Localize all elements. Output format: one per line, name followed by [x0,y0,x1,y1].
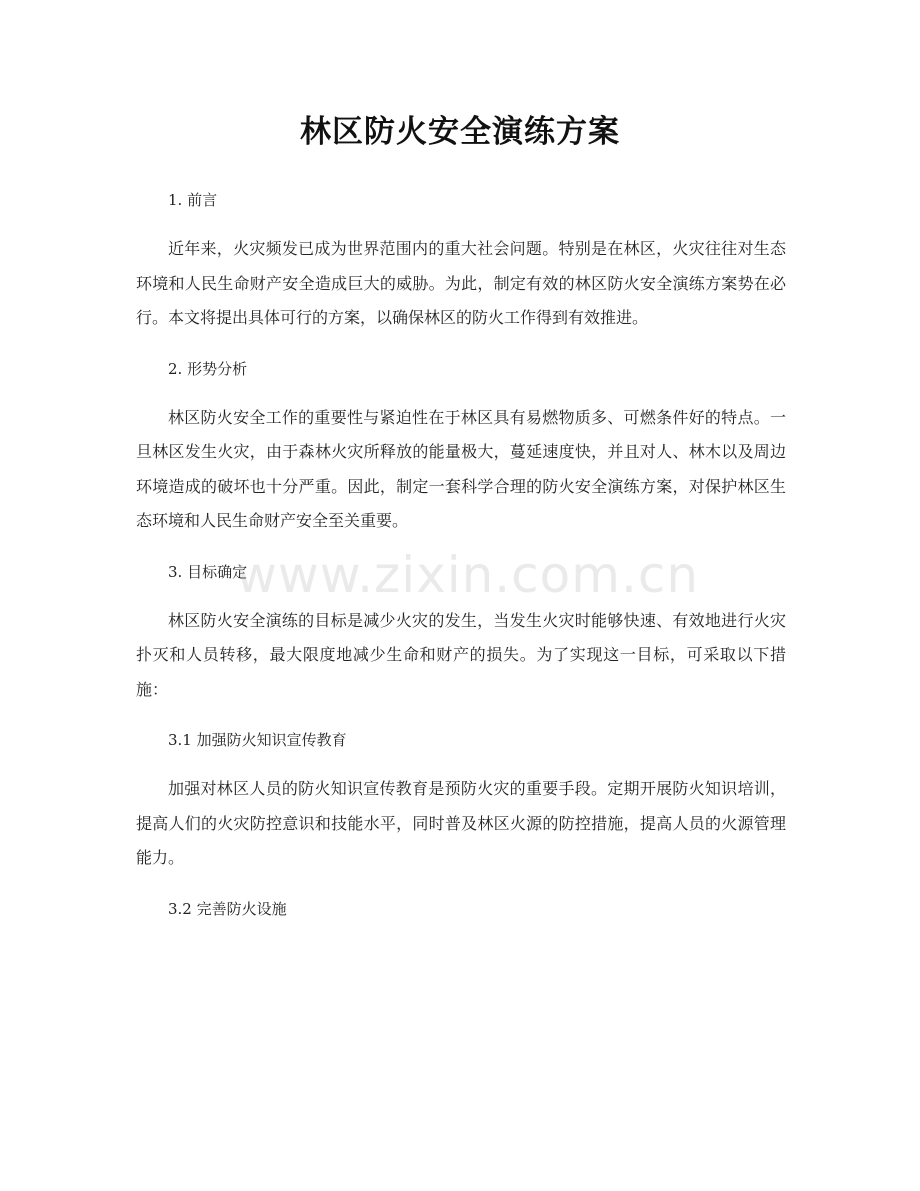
section-heading-fire-education: 3.1 加强防火知识宣传教育 [168,731,347,749]
section-paragraph-goal-setting: 林区防火安全演练的目标是减少火灾的发生，当发生火灾时能够快速、有效地进行火灾扑灭和人员转移，最大限度地减少生命和财产的损失。为了实现这一目标，可采取以下措施： [136,610,786,699]
document-body [136,181,786,928]
watermark-text: www.zixin.com.cn [236,546,700,604]
section-paragraph-situation-analysis: 林区防火安全工作的重要性与紧迫性在于林区具有易燃物质多、可燃条件好的特点。一旦林区发生火灾，由于森林火灾所释放的能量极大，蔓延速度快，并且对人、林木以及周边环境造成的破坏也十分严重。因此，制定一套科学合理的防火安全演练方案，对保护林区生态环境和人民生命财产安全至关重要。 [136,407,786,530]
section-paragraph-preface: 近年来，火灾频发已成为世界范围内的重大社会问题。特别是在林区，火灾往往对生态环境和人民生命财产安全造成巨大的威胁。为此，制定有效的林区防火安全演练方案势在必行。本文将提出具体可行的方案，以确保林区的防火工作得到有效推进。 [136,239,786,327]
section-heading-preface: 1. 前言 [168,191,218,209]
document-title: 林区防火安全演练方案 [300,114,620,150]
section-heading-goal-setting: 3. 目标确定 [168,562,248,581]
section-paragraph-fire-education: 加强对林区人员的防火知识宣传教育是预防火灾的重要手段。定期开展防火知识培训，提高人们的火灾防控意识和技能水平，同时普及林区火源的防控措施，提高人员的火源管理能力。 [136,779,786,867]
section-heading-situation-analysis: 2. 形势分析 [168,359,248,378]
section-heading-fire-facilities: 3.2 完善防火设施 [168,899,287,918]
